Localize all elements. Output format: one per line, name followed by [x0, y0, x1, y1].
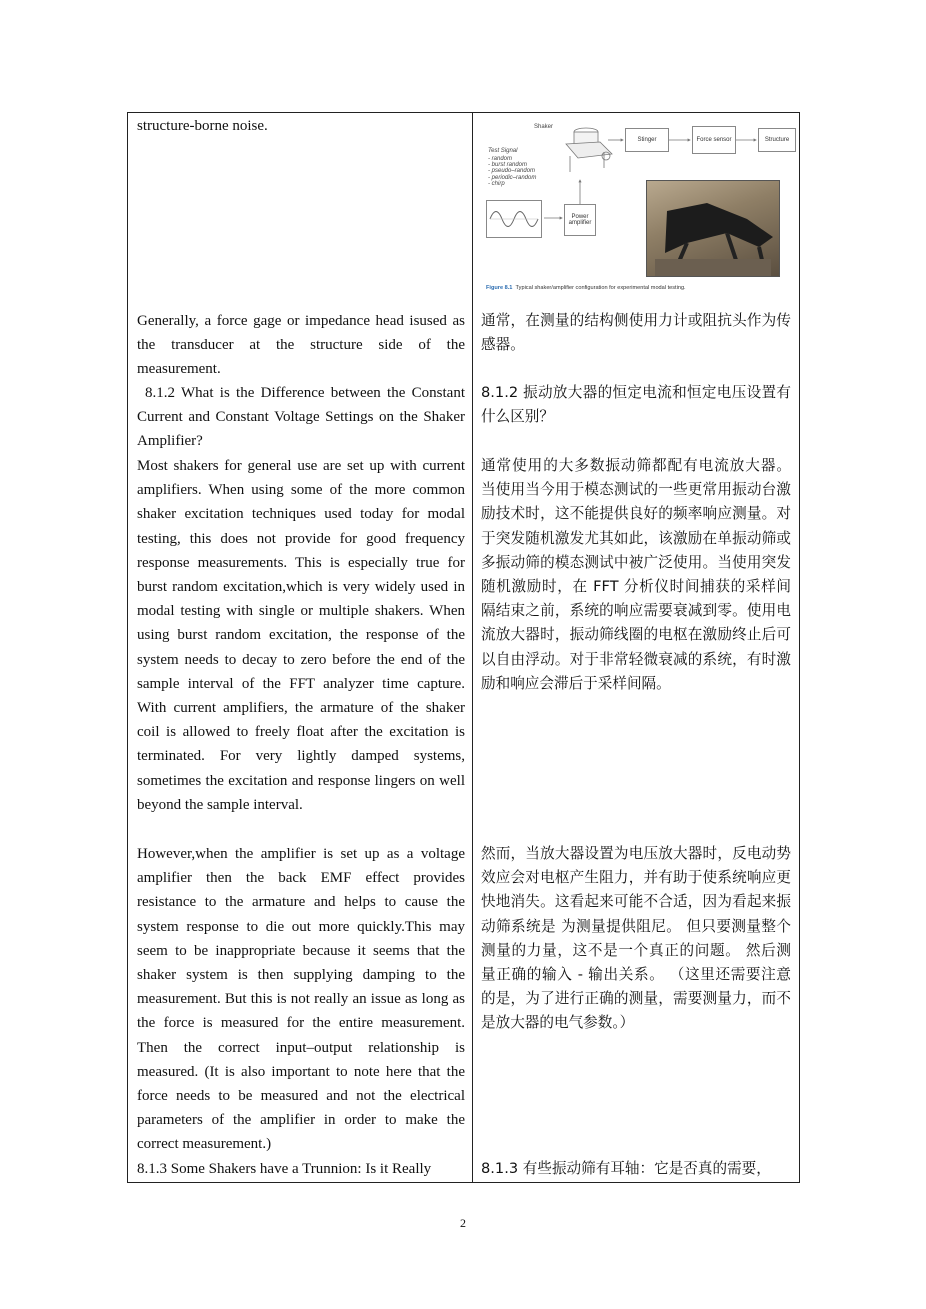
section-heading-8-1-3-zh: 8.1.3 有些振动筛有耳轴：它是否真的需要，: [481, 1160, 771, 1177]
row5-zh: [481, 842, 791, 1036]
row3-zh: [481, 381, 791, 429]
force-sensor-box: Force sensor: [692, 126, 736, 154]
row5-en-text: However,when the amplifier is set up as a voltage amplifier then the back EMF effect provides resistance to the armature and helps to cause the system response to die out more quickly.This may seem to be inappropriate because it seems that the shaker system is then supplying damping to the measurement. But this is not really an issue as long as the force is measured for the entire measurement. Then the correct input–output relationship is measured. (It is also important to note here that the force needs to be measured and not the electrical parameters of the amplifier in order to make the correct measurement.): [137, 846, 465, 1153]
row5-en: [137, 842, 465, 1157]
shaker-figure: [480, 118, 792, 298]
row3-en: [137, 381, 465, 454]
signal-plot: [486, 200, 542, 238]
row4-en-text: Most shakers for general use are set up with current amplifiers. When using some of the more common shaker excitation techniques used today for modal testing, this does not provide for good frequency response measurements. This is especially true for burst random excitation,which is very widely used in modal testing with single or multiple shakers. When using burst random excitation, the response of the system needs to decay to zero before the end of the sample interval of the FFT analyzer time capture. With current amplifiers, the armature of the shaker coil is allowed to freely float after the excitation is terminated. For very lightly damped systems, sometimes the excitation and response lingers on well beyond the sample interval.: [137, 458, 465, 813]
signal-item: - burst random: [488, 162, 528, 169]
caption-text: Typical shaker/amplifier configuration for experimental modal testing.: [515, 285, 686, 291]
row2-zh-text: 通常，在测量的结构侧使用力计或阻抗头作为传感器。: [481, 312, 791, 354]
test-structure-photo: [646, 180, 780, 277]
row2-en-text: Generally, a force gage or impedance head isused as the transducer at the structure side of the measurement.: [137, 313, 465, 378]
row4-zh-text: 通常使用的大多数振动筛都配有电流放大器。 当使用当今用于模态测试的一些更常用振动台激励技术时，这不能提供良好的频率响应测量。对于突发随机激发尤其如此，该激励在单振动筛或多振动筛的模态测试中被广泛使用。当使用突发随机激励时，在 FFT 分析仪时间捕获的采样间隔结束之前，系统的响应需要衰减到零。使用电流放大器时，振动筛线圈的电枢在激励终止后可以自由浮动。对于非常轻微衰减的系统，有时激励和响应会滞后于采样间隔。: [481, 457, 791, 692]
signal-item: - periodic–random: [488, 174, 537, 181]
row2-zh: [481, 309, 791, 357]
stinger-box: Stinger: [625, 128, 669, 152]
structure-box: Structure: [758, 128, 796, 152]
column-divider: [472, 112, 473, 1183]
section-heading-8-1-3-en: 8.1.3 Some Shakers have a Trunnion: Is it Really: [137, 1161, 432, 1177]
caption-label: Figure 8.1: [486, 285, 513, 291]
figure-caption: [486, 285, 686, 291]
shaker-label: Shaker: [534, 124, 554, 130]
row4-en: [137, 454, 465, 817]
signal-item: - chirp: [488, 180, 505, 187]
row5-zh-text: 然而，当放大器设置为电压放大器时，反电动势效应会对电枢产生阻力，并有助于使系统响应更快地消失。这看起来可能不合适，因为看起来振动筛系统是 为测量提供阻尼。 但只要测量整个测量的力量，这不是一个真正的问题。 然后测量正确的输入 - 输出关系。 （这里还需要注意的是，为了进行正确的测量，需要测量力，而不是放大器的电气参数。）: [481, 845, 791, 1032]
section-heading-8-1-2-en: 8.1.2 What is the Difference between the Constant Current and Constant Voltage Settings on the Shaker Amplifier?: [137, 385, 465, 450]
section-heading-8-1-2-zh: 8.1.2 振动放大器的恒定电流和恒定电压设置有什么区别？: [481, 384, 791, 426]
page-number: 2: [460, 1216, 466, 1230]
row2-en: [137, 309, 465, 382]
signal-item: - pseudo–random: [488, 168, 536, 175]
row6-zh: [481, 1157, 791, 1181]
structure-photo-icon: [647, 181, 779, 276]
sine-wave-icon: [488, 202, 540, 236]
row1-en-text: structure-borne noise.: [137, 118, 268, 134]
row6-en: [137, 1157, 465, 1181]
row4-zh: [481, 454, 791, 696]
row1-en: [137, 114, 465, 138]
test-signal-title: Test Signal: [488, 148, 518, 154]
power-amplifier-box: Power amplifier: [564, 204, 596, 236]
signal-item: - random: [488, 156, 513, 162]
